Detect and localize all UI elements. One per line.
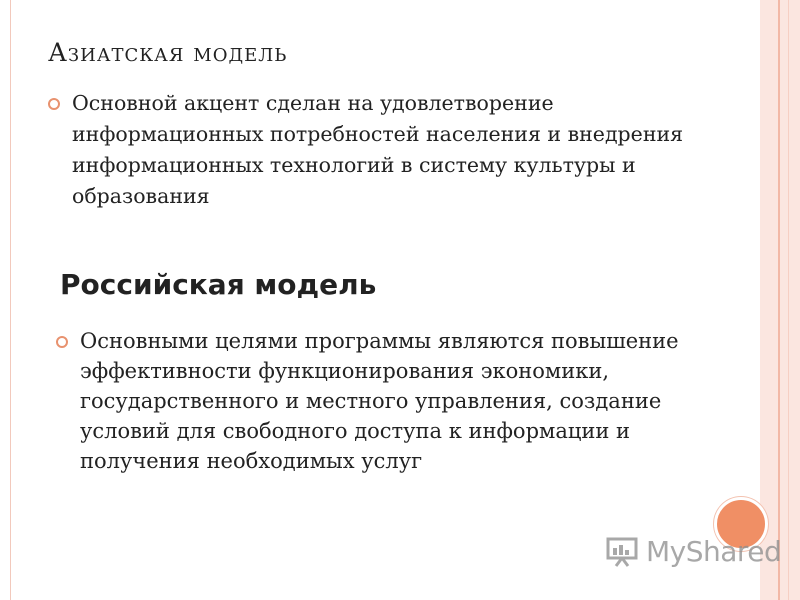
bullet-circle-icon (48, 98, 60, 110)
watermark-text: MyShared (646, 535, 782, 568)
heading-russian-model: Российская модель (60, 268, 377, 301)
heading-asian-model: Азиатская модель (48, 38, 288, 67)
right-decorative-band (760, 0, 800, 600)
presentation-screen-icon (606, 536, 640, 568)
bullet-asian-text: Основной акцент сделан на удовлетворение информационных потребностей населения и внедрения информационных технологий в систему культуры и образования (72, 91, 684, 208)
right-border-line (778, 0, 780, 600)
bullet-russian-text: Основными целями программы являются повышение эффективности функционирования экономики, государственного и местного управления, создание условий для свободного доступа к информации и получения необходимых услуг (80, 329, 679, 473)
bullet-circle-icon (56, 336, 68, 348)
bullet-asian (48, 88, 708, 212)
watermark-logo (606, 535, 781, 568)
left-border-line (10, 0, 11, 600)
bullet-russian (56, 326, 716, 476)
right-border-line-outer (788, 0, 789, 600)
